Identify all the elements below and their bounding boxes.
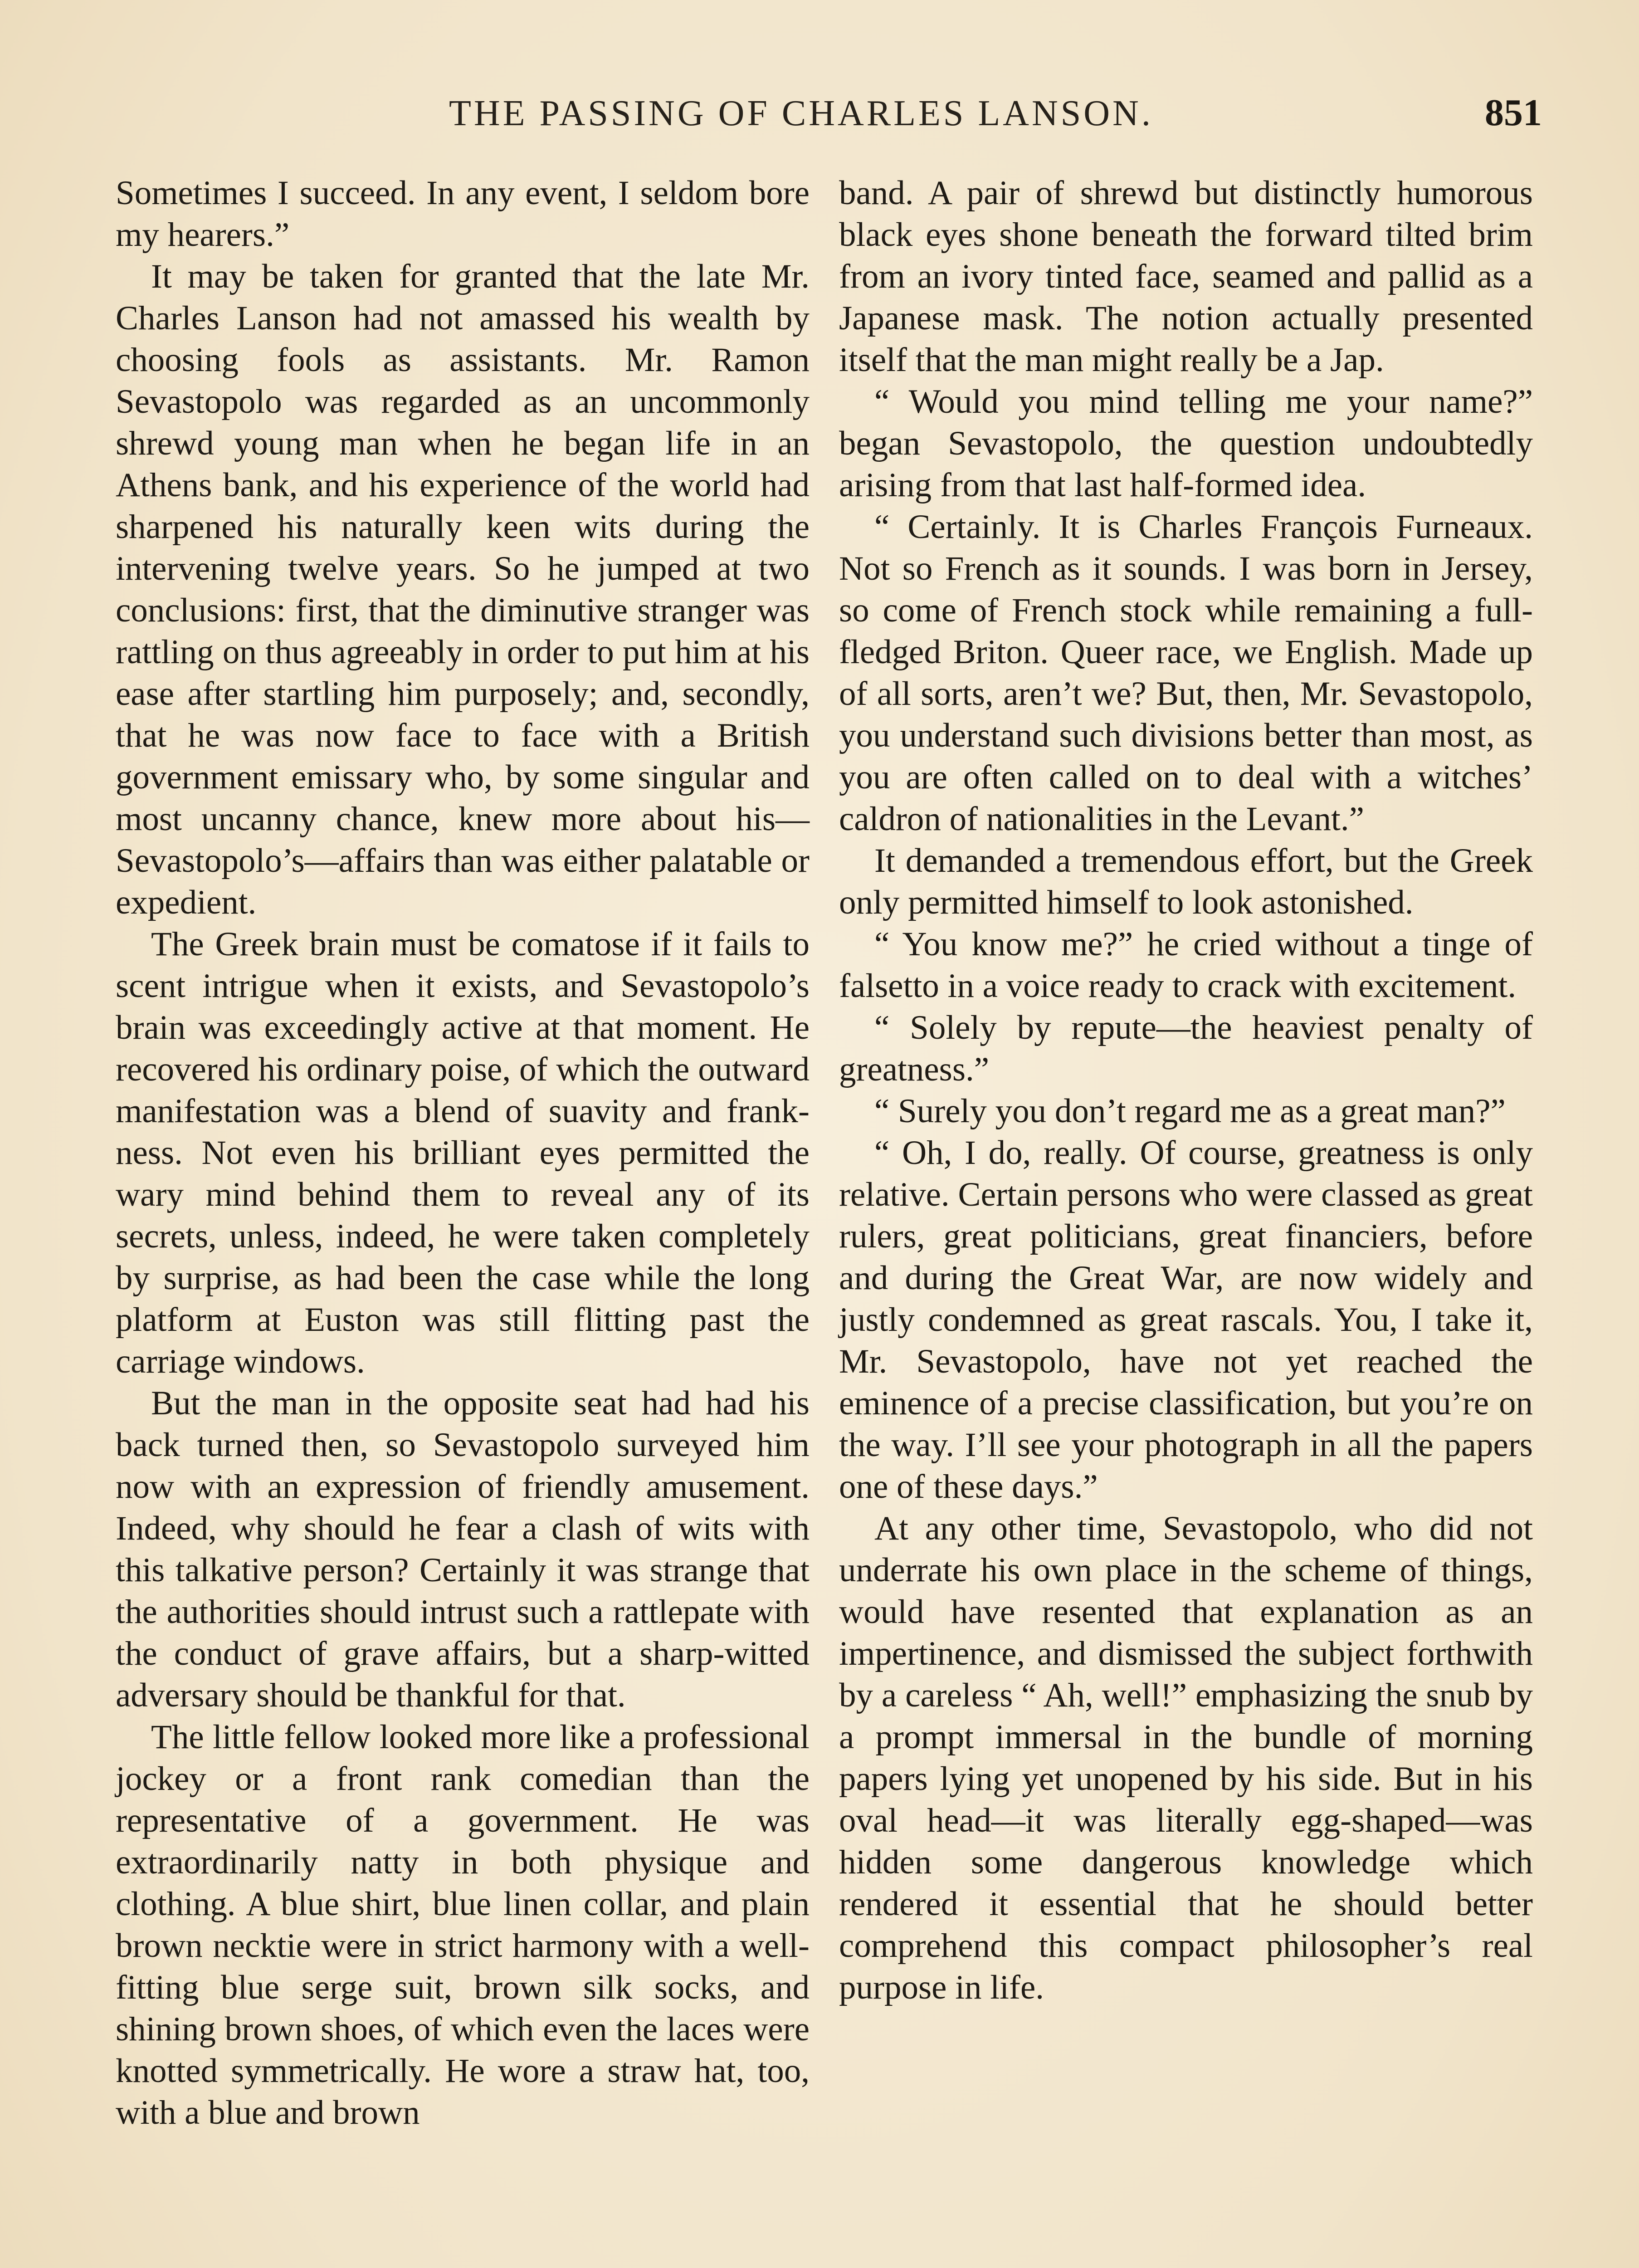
paragraph: Sometimes I succeed. In any event, I seldom bore my hearers.” — [116, 174, 810, 254]
paragraph: It demanded a tremendous effort, but the Greek only permitted himself to look astonished. — [839, 842, 1533, 921]
paragraph: “ Certainly. It is Charles François Furneaux. Not so French as it sounds. I was born in Jersey, so come of French stock while remaining a full-fledged Briton. Queer race, we English. Made up of all sorts, aren’t we? But, then, Mr. Sevastopolo, you understand such divisions better than most, as you are often called on to deal with a witches’ caldron of nationalities in the Levant.” — [839, 508, 1533, 838]
paragraph: The Greek brain must be comatose if it fails to scent intrigue when it exists, and Sevastopolo’s brain was exceedingly active at that moment. He recovered his ordinary poise, of which the outward manifestation was a blend of suavity and frankness. Not even his brilliant eyes permitted the wary mind behind them to reveal any of its secrets, unless, indeed, he were taken completely by surprise, as had been the case while the long platform at Euston was still flitting past the carriage windows. — [116, 925, 810, 1380]
left-column — [116, 172, 810, 2134]
paragraph: But the man in the opposite seat had had his back turned then, so Sevastopolo surveyed him now with an expression of friendly amusement. Indeed, why should he fear a clash of wits with this talkative person? Certainly it was strange that the authorities should intrust such a rattlepate with the conduct of grave affairs, but a sharp-witted adversary should be thankful for that. — [116, 1384, 810, 1714]
paragraph: It may be taken for granted that the late Mr. Charles Lanson had not amassed his wealth by choosing fools as assistants. Mr. Ramon Sevastopolo was regarded as an uncommonly shrewd young man when he began life in an Athens bank, and his experience of the world had sharpened his naturally keen wits during the intervening twelve years. So he jumped at two conclusions: first, that the diminutive stranger was rattling on thus agreeably in order to put him at his ease after startling him purposely; and, secondly, that he was now face to face with a British government emissary who, by some singular and most uncanny chance, knew more about his—Sevastopolo’s—affairs than was either palatable or expedient. — [116, 258, 810, 921]
page-number: 851 — [1485, 92, 1542, 134]
running-title: THE PASSING OF CHARLES LANSON. — [449, 93, 1153, 133]
paragraph: “ You know me?” he cried without a tinge of falsetto in a voice ready to crack with excitement. — [839, 925, 1533, 1005]
paragraph: “ Solely by repute—the heaviest penalty of greatness.” — [839, 1009, 1533, 1088]
paragraph: “ Surely you don’t regard me as a great man?” — [874, 1092, 1506, 1130]
paragraph: “ Would you mind telling me your name?” began Sevastopolo, the question undoubtedly arising from that last half-formed idea. — [839, 383, 1533, 504]
paragraph: “ Oh, I do, really. Of course, greatness is only relative. Certain persons who were classed as great rulers, great politicians, great financiers, before and during the Great War, are now widely and justly condemned as great rascals. You, I take it, Mr. Sevastopolo, have not yet reached the eminence of a precise classification, but you’re on the way. I’ll see your photograph in all the papers one of these days.” — [839, 1134, 1533, 1505]
paragraph: band. A pair of shrewd but distinctly humorous black eyes shone beneath the forward tilted brim from an ivory tinted face, seamed and pallid as a Japanese mask. The notion actually presented itself that the man might really be a Jap. — [839, 174, 1533, 379]
right-column — [839, 172, 1533, 2009]
paragraph: The little fellow looked more like a professional jockey or a front rank comedian than the representative of a government. He was extraordinarily natty in both physique and clothing. A blue shirt, blue linen collar, and plain brown necktie were in strict harmony with a well-fitting blue serge suit, brown silk socks, and shining brown shoes, of which even the laces were knotted symmetrically. He wore a straw hat, too, with a blue and brown — [116, 1718, 810, 2131]
paragraph: At any other time, Sevastopolo, who did not underrate his own place in the scheme of things, would have resented that explanation as an impertinence, and dismissed the subject forthwith by a careless “ Ah, well!” emphasizing the snub by a prompt immersal in the bundle of morning papers lying yet unopened by his side. But in his oval head—it was literally egg-shaped—was hidden some dangerous knowledge which rendered it essential that he should better comprehend this compact philosopher’s real purpose in life. — [839, 1510, 1533, 2006]
